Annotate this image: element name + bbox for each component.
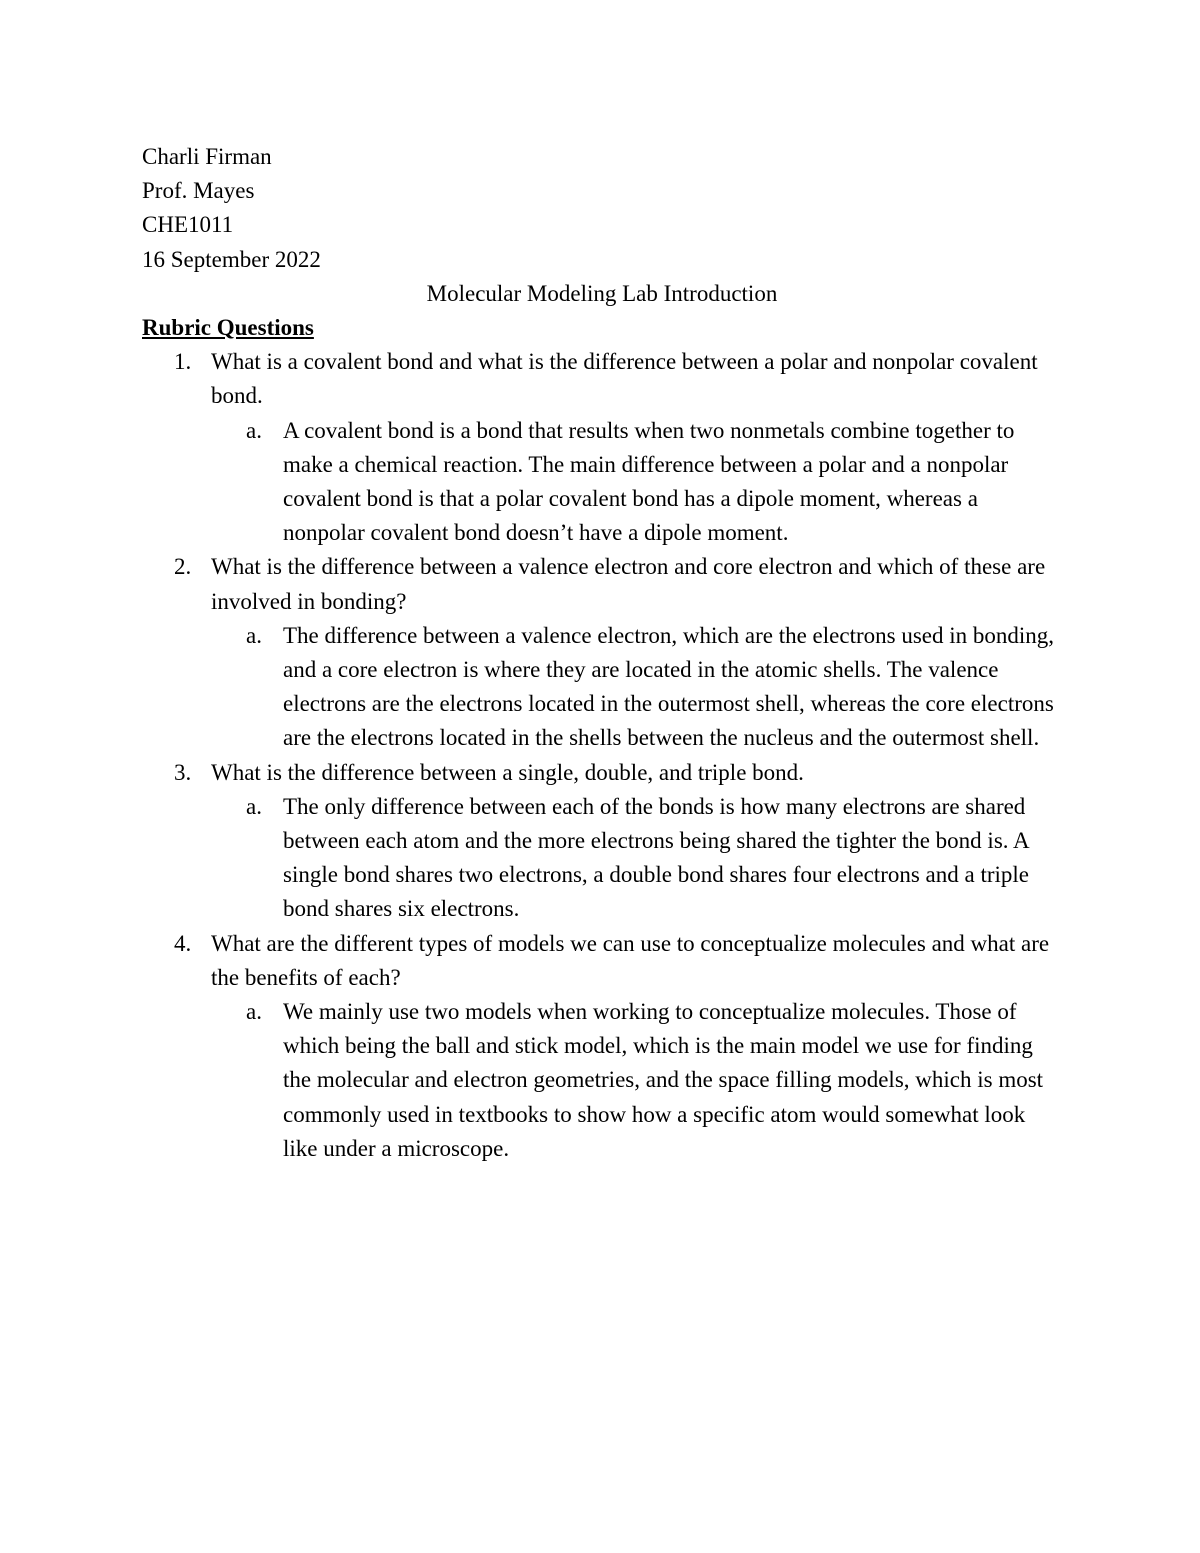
- answer: [142, 619, 1062, 756]
- answer-letter: a.: [246, 793, 262, 819]
- question-item: [142, 345, 1062, 550]
- answer-letter: a.: [246, 622, 262, 648]
- answer-letter: a.: [246, 417, 262, 443]
- answer: [142, 414, 1062, 551]
- question: [142, 550, 1062, 618]
- question-text: What is a covalent bond and what is the difference between a polar and nonpolar covalent bond.: [211, 349, 1038, 409]
- answer: [142, 790, 1062, 927]
- question-text: What is the difference between a single, double, and triple bond.: [211, 759, 804, 785]
- question-text: What are the different types of models we can use to conceptualize molecules and what are the benefits of each?: [211, 930, 1050, 990]
- answer-text: A covalent bond is a bond that results when two nonmetals combine together to make a chemical reaction. The main difference between a polar and a nonpolar covalent bond is that a polar covalent bond has a dipole moment, whereas a nonpolar covalent bond doesn’t have a dipole moment.: [283, 417, 1015, 546]
- question: [142, 927, 1062, 995]
- section-heading: Rubric Questions: [142, 314, 314, 340]
- question: [142, 345, 1062, 413]
- question-item: [142, 756, 1062, 927]
- questions-list: [142, 345, 1062, 1166]
- question-item: [142, 927, 1062, 1166]
- question-number: 2.: [174, 554, 192, 580]
- answer-text: We mainly use two models when working to conceptualize molecules. Those of which being the ball and stick model, which is the main model we use for finding the molecular and electron geometries, and the space filling models, which is most commonly used in textbooks to show how a specific atom would somewhat look like under a microscope.: [283, 998, 1044, 1161]
- document-date: 16 September 2022: [142, 246, 321, 272]
- question: [142, 756, 1062, 790]
- answer-text: The only difference between each of the bonds is how many electrons are shared between each atom and the more electrons being shared the tighter the bond is. A single bond shares two electrons, a double bond shares four electrons and a triple bond shares six electrons.: [283, 793, 1030, 922]
- answer-text: The difference between a valence electron, which are the electrons used in bonding, and a core electron is where they are located in the atomic shells. The valence electrons are the electrons located in the outermost shell, whereas the core electrons are the electrons located in the shells between the nucleus and the outermost shell.: [283, 622, 1055, 751]
- answer: [142, 995, 1062, 1166]
- document-page: [142, 140, 1062, 1166]
- answer-letter: a.: [246, 998, 262, 1024]
- question-item: [142, 550, 1062, 755]
- question-text: What is the difference between a valence electron and core electron and which of these are involved in bonding?: [211, 554, 1046, 614]
- professor-name: Prof. Mayes: [142, 178, 255, 204]
- question-number: 3.: [174, 759, 192, 785]
- question-number: 4.: [174, 930, 192, 956]
- course-code: CHE1011: [142, 212, 234, 238]
- student-name: Charli Firman: [142, 144, 272, 169]
- question-number: 1.: [174, 349, 192, 375]
- document-title: Molecular Modeling Lab Introduction: [426, 280, 778, 306]
